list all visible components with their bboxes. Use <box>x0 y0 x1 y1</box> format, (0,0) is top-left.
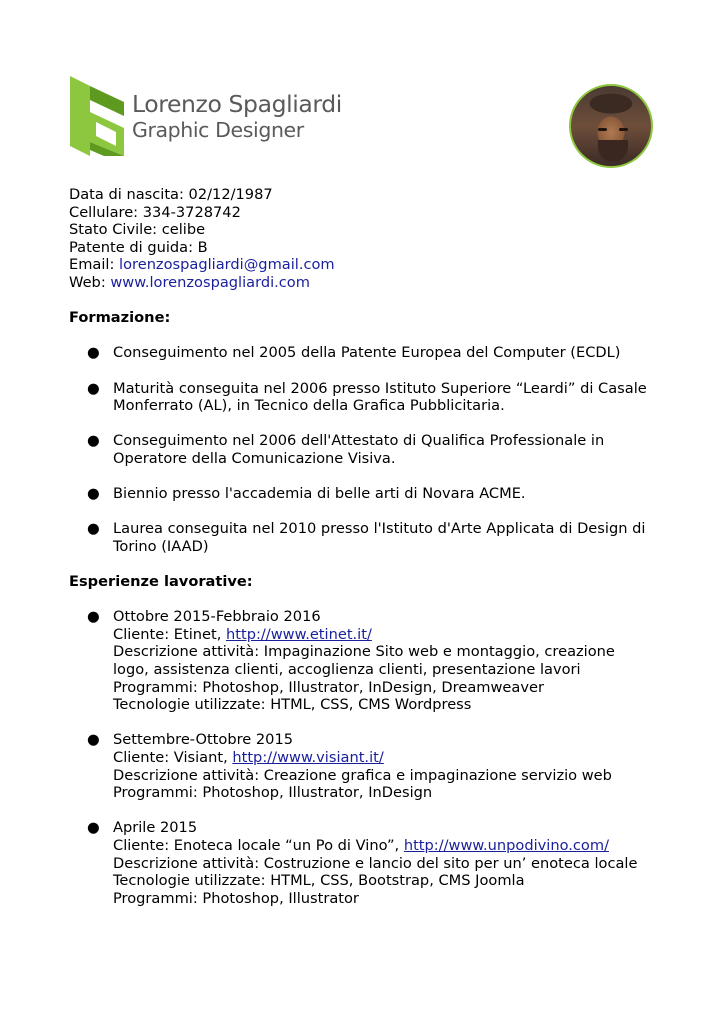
client-link[interactable]: http://www.unpodivino.com/ <box>403 836 609 854</box>
email <box>69 256 669 274</box>
logo-title: Graphic Designer <box>132 118 304 142</box>
job-detail: Descrizione attività: Costruzione e lancio del sito per un’ enoteca locale <box>113 854 638 872</box>
item-text: Torino (IAAD) <box>113 537 209 555</box>
list-item <box>69 731 669 801</box>
phone-label: Cellulare: <box>69 203 143 221</box>
job-period: Settembre-Ottobre 2015 <box>113 731 294 749</box>
item-text: Operatore della Comunicazione Visiva. <box>113 449 396 467</box>
job-client <box>113 626 669 644</box>
job-client <box>113 749 669 767</box>
list-item <box>69 344 669 362</box>
item-text: Monferrato (AL), in Tecnico della Grafica Pubblicitaria. <box>113 397 505 415</box>
driving-license <box>69 239 669 257</box>
bullet-icon: ● <box>87 344 100 362</box>
client-label: Cliente: Etinet, <box>113 625 227 643</box>
job-detail: Programmi: Photoshop, Illustrator, InDesign <box>113 784 433 802</box>
email-label: Email: <box>69 256 120 274</box>
item-text: Biennio presso l'accademia di belle arti di Novara ACME. <box>113 485 526 503</box>
section-heading-esperienze: Esperienze lavorative: <box>69 573 253 591</box>
logo <box>66 72 342 160</box>
license-label: Patente di guida: <box>69 238 198 256</box>
list-item <box>69 608 669 714</box>
job-period: Ottobre 2015-Febbraio 2016 <box>113 608 321 626</box>
avatar-beard-icon <box>598 140 628 162</box>
status-label: Stato Civile: <box>69 221 162 239</box>
license-value: B <box>197 238 208 256</box>
item-text: Conseguimento nel 2005 della Patente Europea del Computer (ECDL) <box>113 344 621 362</box>
phone <box>69 204 669 222</box>
client-label: Cliente: Enoteca locale “un Po di Vino”, <box>113 836 404 854</box>
list-item <box>69 432 669 467</box>
avatar-eye-icon <box>619 128 628 131</box>
list-item <box>69 520 669 555</box>
avatar <box>569 84 653 168</box>
birth-value: 02/12/1987 <box>188 186 273 203</box>
job-detail: Programmi: Photoshop, Illustrator, InDesign, Dreamweaver <box>113 678 544 696</box>
birth-date <box>69 186 669 204</box>
section-heading-formazione: Formazione: <box>69 309 171 327</box>
client-label: Cliente: Visiant, <box>113 749 233 766</box>
client-link[interactable]: http://www.visiant.it/ <box>232 749 384 766</box>
logo-name: Lorenzo Spagliardi <box>132 90 342 118</box>
job-client <box>113 837 669 855</box>
job-detail: Tecnologie utilizzate: HTML, CSS, Bootstrap, CMS Joomla <box>113 872 525 890</box>
job-detail: Tecnologie utilizzate: HTML, CSS, CMS Wordpress <box>113 696 472 714</box>
bullet-icon: ● <box>87 379 100 397</box>
job-detail: Programmi: Photoshop, Illustrator <box>113 889 359 907</box>
list-item <box>69 819 669 907</box>
bullet-icon: ● <box>87 520 100 538</box>
job-detail: logo, assistenza clienti, accoglienza clienti, presentazione lavori <box>113 661 581 679</box>
item-text: Maturità conseguita nel 2006 presso Istituto Superiore “Leardi” di Casale <box>113 379 647 397</box>
job-detail: Descrizione attività: Impaginazione Sito web e montaggio, creazione <box>113 643 615 661</box>
bullet-icon: ● <box>87 731 100 749</box>
website-link[interactable]: www.lorenzospagliardi.com <box>110 273 310 291</box>
phone-value: 334-3728742 <box>142 203 241 221</box>
status-value: celibe <box>161 221 206 239</box>
education-list <box>69 344 669 555</box>
cv-content <box>69 186 669 907</box>
client-link[interactable]: http://www.etinet.it/ <box>226 625 372 643</box>
personal-info <box>69 186 669 292</box>
experience-list <box>69 608 669 907</box>
birth-label: Data di nascita: <box>69 186 189 203</box>
web-label: Web: <box>69 273 111 291</box>
item-text: Conseguimento nel 2006 dell'Attestato di Qualifica Professionale in <box>113 432 605 450</box>
job-period: Aprile 2015 <box>113 819 198 837</box>
bullet-icon: ● <box>87 485 100 503</box>
job-detail: Descrizione attività: Creazione grafica e impaginazione servizio web <box>113 766 612 784</box>
email-link[interactable]: lorenzospagliardi@gmail.com <box>119 256 335 274</box>
website <box>69 274 669 292</box>
avatar-eye-icon <box>598 128 607 131</box>
item-text: Laurea conseguita nel 2010 presso l'Istituto d'Arte Applicata di Design di <box>113 520 646 538</box>
bullet-icon: ● <box>87 608 100 626</box>
bullet-icon: ● <box>87 432 100 450</box>
marital-status <box>69 221 669 239</box>
list-item <box>69 485 669 503</box>
logo-mark-icon <box>66 72 128 160</box>
list-item <box>69 380 669 415</box>
bullet-icon: ● <box>87 819 100 837</box>
